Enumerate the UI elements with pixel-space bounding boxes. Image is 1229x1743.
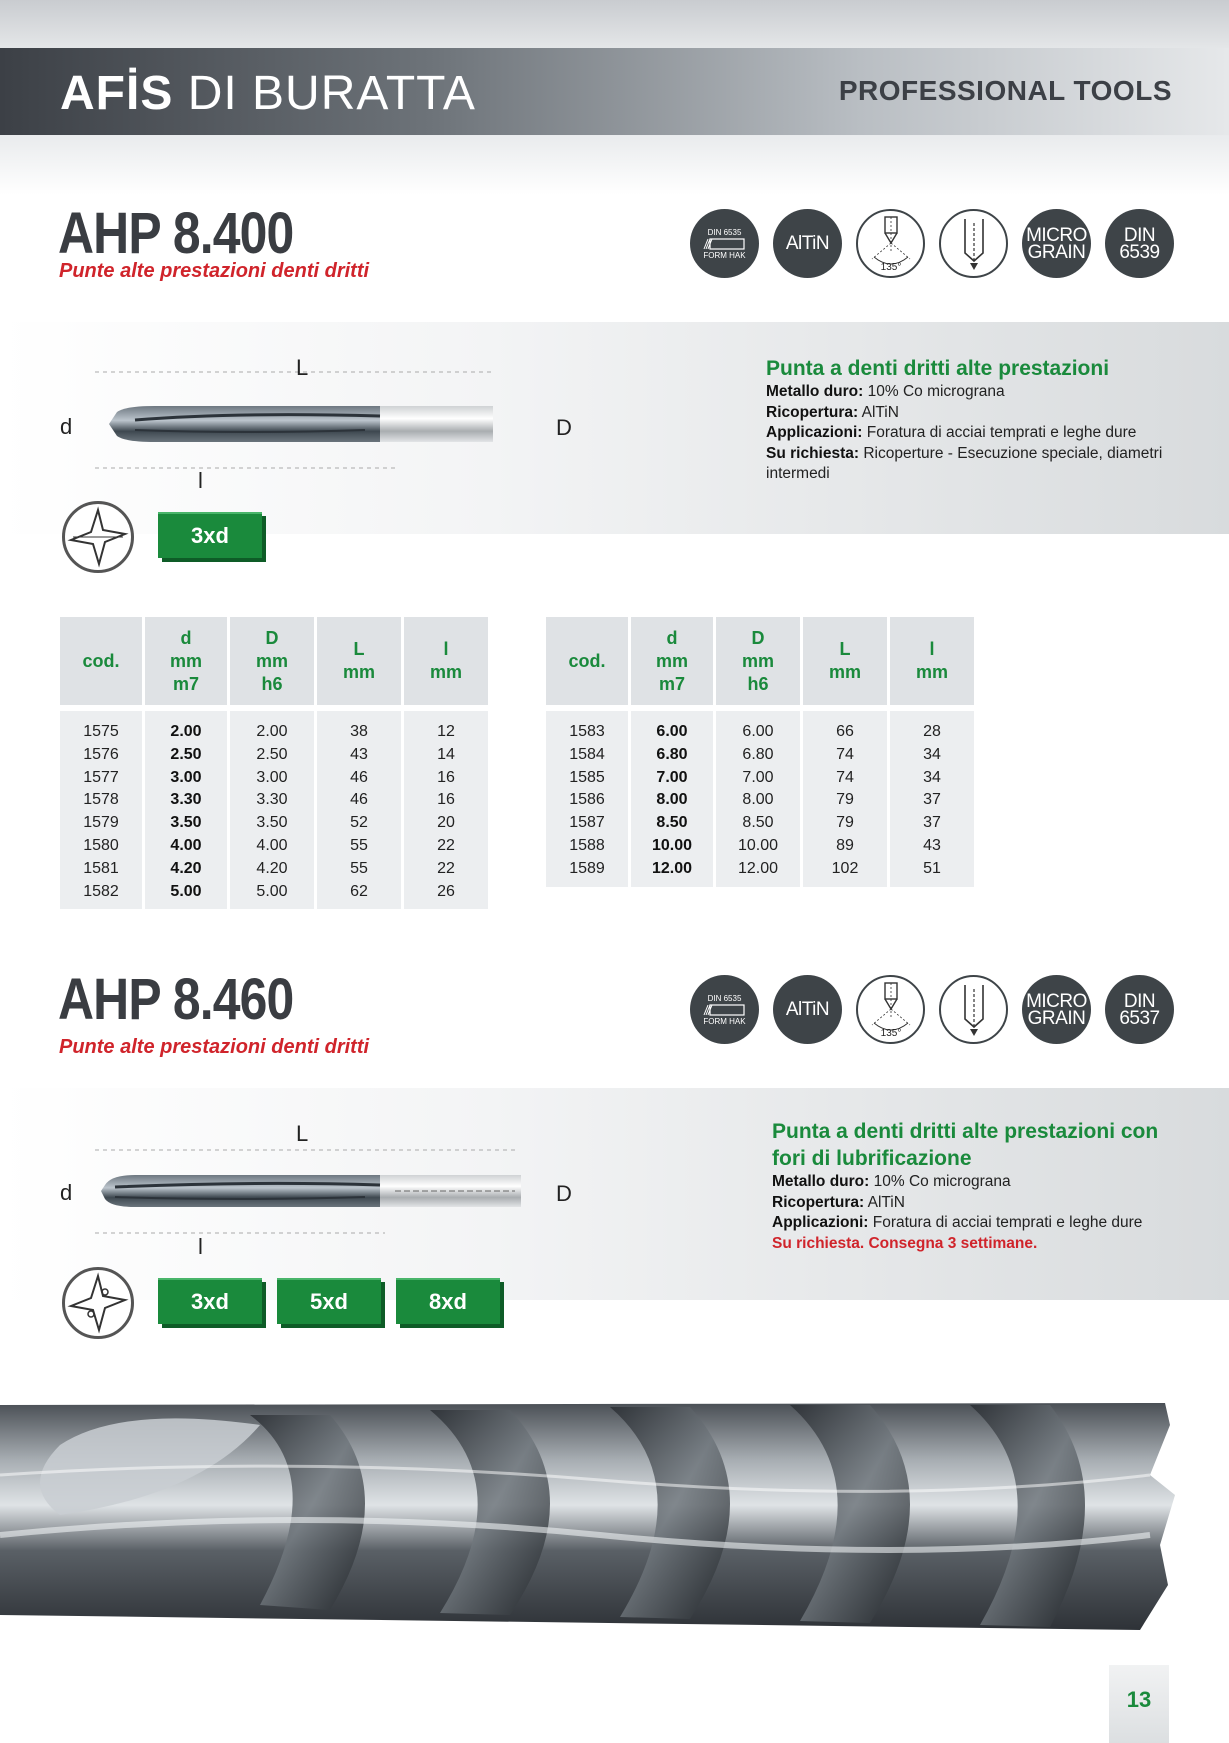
icon-label: AlTiN <box>785 233 830 254</box>
table-cell: 16 <box>437 791 455 809</box>
table-cell: 46 <box>350 768 368 786</box>
table-cell: 55 <box>350 836 368 854</box>
column-header <box>631 617 713 705</box>
icon-label: DIN <box>1123 990 1156 1012</box>
table-cell: 5.00 <box>256 882 288 900</box>
header-line: d <box>180 627 192 648</box>
table-cell: 1583 <box>569 723 605 740</box>
table-cell: 102 <box>831 859 859 877</box>
table-cell: 1577 <box>83 768 119 786</box>
metal-value: 10% Co micrograna <box>869 1173 1011 1190</box>
header-line: mm <box>255 650 288 671</box>
table-cell: 4.00 <box>256 836 288 854</box>
application-value: Foratura di acciai temprati e leghe dure <box>862 424 1137 441</box>
table-cell: 10.00 <box>737 836 779 854</box>
table-cell: 2.00 <box>170 723 202 740</box>
table-cell: 8.00 <box>742 791 774 809</box>
cross-section-icon <box>62 1267 134 1339</box>
table-column-D <box>716 617 800 887</box>
table-body <box>803 711 887 887</box>
logo-text: DI BURATTA <box>187 67 476 120</box>
table-body <box>631 711 713 887</box>
header-fade <box>0 135 1229 195</box>
table-cell: 2.50 <box>170 745 202 763</box>
table-cell: 14 <box>437 745 455 763</box>
table-cell: 74 <box>836 745 854 763</box>
header-line: cod. <box>82 650 120 671</box>
table-cell: 1586 <box>569 791 605 809</box>
angle-icon <box>860 979 922 1041</box>
table-body <box>546 711 628 887</box>
request-label: Su richiesta: <box>766 444 860 462</box>
top-band <box>0 0 1229 48</box>
altin-coating-icon <box>773 975 842 1044</box>
dim-d-label: d <box>60 1180 73 1205</box>
table-cell: 20 <box>437 814 455 832</box>
application-value: Foratura di acciai temprati e leghe dure <box>868 1214 1143 1231</box>
dim-D-label: D <box>556 415 572 440</box>
table-cell: 8.00 <box>656 791 688 809</box>
din-standard-icon <box>1105 209 1174 278</box>
icon-label: DIN 6535 <box>707 993 742 1003</box>
coating-line <box>766 403 1166 424</box>
table-cell: 37 <box>923 791 941 809</box>
table-cell: 8.50 <box>742 814 774 832</box>
metal-line <box>766 382 1166 403</box>
header-line: mm <box>655 650 688 671</box>
table-cell: 43 <box>923 836 941 854</box>
header-bar <box>0 48 1229 135</box>
request-value: Ricoperture - Esecuzione speciale, diametri intermedi <box>766 444 1163 482</box>
product-subtitle: Punte alte prestazioni denti dritti <box>59 260 370 282</box>
header-tagline: PROFESSIONAL TOOLS <box>838 75 1172 106</box>
table-cell: 3.30 <box>256 791 288 809</box>
header-line: D <box>751 627 765 648</box>
icon-label: FORM HAK <box>703 1016 746 1026</box>
table-cell: 52 <box>350 814 368 832</box>
header-line: mm <box>828 662 861 682</box>
application-line <box>766 423 1166 444</box>
product-description <box>766 355 1166 485</box>
table-column-cod <box>60 617 142 909</box>
icon-label: AlTiN <box>785 999 830 1020</box>
header-line: D <box>265 627 279 648</box>
product-description <box>772 1118 1172 1254</box>
icon-label: 6539 <box>1119 241 1160 263</box>
product-subtitle: Punte alte prestazioni denti dritti <box>59 1036 370 1058</box>
column-header <box>317 617 401 705</box>
length-ratio-badge: 3xd <box>158 512 262 558</box>
table-cell: 1584 <box>569 745 605 763</box>
header-line: mm <box>915 662 948 682</box>
micro-grain-icon <box>1022 209 1091 278</box>
dim-l-label: l <box>198 468 203 493</box>
table-cell: 4.20 <box>170 859 202 877</box>
column-header <box>803 617 887 705</box>
through-hole-drill-icon <box>939 975 1008 1044</box>
table-cell: 34 <box>923 768 941 786</box>
point-angle-135-icon <box>856 975 925 1044</box>
table-cell: 6.80 <box>742 745 774 763</box>
dim-L-label: L <box>296 355 309 380</box>
table-body <box>890 711 974 887</box>
table-cell: 74 <box>836 768 854 786</box>
table-column-l <box>890 617 974 887</box>
size-table-1 <box>60 617 488 909</box>
table-cell: 1587 <box>569 814 605 832</box>
table-cell: 79 <box>836 814 854 832</box>
coating-label: Ricopertura: <box>766 403 859 421</box>
din-standard-icon <box>1105 975 1174 1044</box>
header-line: h6 <box>261 673 283 694</box>
metal-label: Metallo duro: <box>766 383 864 400</box>
header-line: l <box>443 639 449 659</box>
through-hole-drill-icon <box>939 209 1008 278</box>
coating-value: AlTiN <box>858 403 899 421</box>
metal-value: 10% Co micrograna <box>863 383 1005 400</box>
table-cell: 79 <box>836 791 854 809</box>
table-cell: 3.00 <box>170 768 202 786</box>
dim-D-label: D <box>556 1181 572 1206</box>
table-cell: 8.50 <box>656 814 688 832</box>
table-cell: 12.00 <box>651 859 693 877</box>
application-label: Applicazioni: <box>772 1214 869 1231</box>
table-column-d <box>631 617 713 887</box>
table-cell: 34 <box>923 745 941 763</box>
page-number: 13 <box>1109 1665 1169 1743</box>
table-cell: 43 <box>350 745 368 763</box>
table-body <box>60 711 142 909</box>
shank-icon <box>702 237 748 251</box>
icon-label: GRAIN <box>1027 241 1086 263</box>
table-cell: 62 <box>350 882 368 900</box>
table-cell: 2.00 <box>256 723 288 740</box>
header-line: d <box>666 627 678 648</box>
table-cell: 1576 <box>83 745 119 763</box>
table-cell: 89 <box>836 836 854 854</box>
table-cell: 1588 <box>569 836 605 854</box>
table-cell: 3.50 <box>170 814 202 832</box>
table-cell: 1589 <box>569 859 605 877</box>
size-table-2 <box>546 617 974 887</box>
coating-label: Ricopertura: <box>772 1193 865 1211</box>
dim-d-label: d <box>60 414 73 439</box>
column-header <box>890 617 974 705</box>
table-cell: 3.50 <box>256 814 288 832</box>
table-cell: 6.00 <box>656 723 688 740</box>
cross-section-shape <box>65 504 131 570</box>
table-column-cod <box>546 617 628 887</box>
request-line <box>766 444 1166 485</box>
icon-label: FORM HAK <box>703 250 746 260</box>
header-line: mm <box>429 662 462 682</box>
header-line: m7 <box>658 673 685 694</box>
header-line: cod. <box>568 650 606 671</box>
icon-label: GRAIN <box>1027 1007 1086 1029</box>
drill-icon <box>943 979 1005 1041</box>
table-cell: 1580 <box>83 836 119 854</box>
drill-drawing <box>95 330 505 480</box>
metal-line <box>772 1172 1172 1193</box>
header-line: mm <box>741 650 774 671</box>
table-cell: 66 <box>836 723 854 740</box>
icon-label: 6537 <box>1119 1007 1160 1029</box>
length-ratio-badge: 5xd <box>277 1278 381 1324</box>
table-body <box>145 711 227 909</box>
table-body <box>230 711 314 909</box>
header-line: mm <box>169 650 202 671</box>
table-cell: 1575 <box>83 723 119 740</box>
point-angle-135-icon <box>856 209 925 278</box>
drill-icon <box>943 213 1005 275</box>
product-title: AHP 8.460 <box>58 967 294 1032</box>
table-body <box>317 711 401 909</box>
table-cell: 6.00 <box>742 723 774 740</box>
column-header <box>716 617 800 705</box>
table-cell: 51 <box>923 859 941 877</box>
header-line: L <box>839 639 851 659</box>
angle-label: 135° <box>880 261 901 273</box>
table-cell: 7.00 <box>656 768 688 786</box>
angle-icon <box>860 213 922 275</box>
column-header <box>145 617 227 705</box>
logo-bold-text: AFİS <box>60 67 174 120</box>
angle-label: 135° <box>880 1027 901 1039</box>
header-line: L <box>353 639 365 659</box>
table-cell: 38 <box>350 723 368 740</box>
column-header <box>404 617 488 705</box>
table-cell: 28 <box>923 723 941 740</box>
table-cell: 16 <box>437 768 455 786</box>
metal-label: Metallo duro: <box>772 1173 870 1190</box>
table-cell: 10.00 <box>651 836 693 854</box>
table-cell: 22 <box>437 859 455 877</box>
description-title: Punta a denti dritti alte prestazioni con <box>772 1120 1159 1143</box>
icon-label: DIN 6535 <box>707 227 742 237</box>
micro-grain-icon <box>1022 975 1091 1044</box>
icon-label: MICRO <box>1026 224 1087 246</box>
application-label: Applicazioni: <box>766 424 863 441</box>
table-cell: 26 <box>437 882 455 900</box>
table-cell: 1579 <box>83 814 119 832</box>
table-cell: 1578 <box>83 791 119 809</box>
din6535-form-hak-icon <box>690 975 759 1044</box>
drill-photo <box>0 1385 1229 1645</box>
drill-drawing <box>95 1095 525 1245</box>
table-column-L <box>317 617 401 909</box>
cross-section-icon <box>62 501 134 573</box>
description-title: fori di lubrificazione <box>772 1147 972 1170</box>
icon-label: DIN <box>1123 224 1156 246</box>
table-cell: 1581 <box>83 859 119 877</box>
table-cell: 2.50 <box>256 745 288 763</box>
table-cell: 1582 <box>83 882 119 900</box>
column-header <box>60 617 142 705</box>
header-line: h6 <box>747 673 769 694</box>
feature-icons <box>690 975 1174 1044</box>
length-ratio-badge: 3xd <box>158 1278 262 1324</box>
table-cell: 12.00 <box>737 859 779 877</box>
delivery-note: Su richiesta. Consegna 3 settimane. <box>772 1234 1038 1252</box>
table-cell: 5.00 <box>170 882 202 900</box>
table-cell: 22 <box>437 836 455 854</box>
application-line <box>772 1213 1172 1234</box>
brand-logo <box>60 66 476 121</box>
table-cell: 46 <box>350 791 368 809</box>
table-column-D <box>230 617 314 909</box>
table-column-l <box>404 617 488 909</box>
header-line: m7 <box>172 673 199 694</box>
shank-icon <box>702 1003 748 1017</box>
description-title: Punta a denti dritti alte prestazioni <box>766 357 1110 380</box>
table-cell: 37 <box>923 814 941 832</box>
cross-section-shape <box>65 1270 131 1336</box>
product-title: AHP 8.400 <box>58 201 294 266</box>
header-line: mm <box>342 662 375 682</box>
coating-value: AlTiN <box>864 1193 905 1211</box>
table-cell: 55 <box>350 859 368 877</box>
coating-line <box>772 1193 1172 1214</box>
table-column-d <box>145 617 227 909</box>
table-cell: 3.00 <box>256 768 288 786</box>
column-header <box>546 617 628 705</box>
table-cell: 7.00 <box>742 768 774 786</box>
table-cell: 4.20 <box>256 859 288 877</box>
dim-l-label: l <box>198 1234 203 1259</box>
table-cell: 12 <box>437 723 455 740</box>
table-cell: 1585 <box>569 768 605 786</box>
feature-icons <box>690 209 1174 278</box>
icon-label: MICRO <box>1026 990 1087 1012</box>
column-header <box>230 617 314 705</box>
table-body <box>716 711 800 887</box>
table-cell: 6.80 <box>656 745 688 763</box>
dim-L-label: L <box>296 1121 309 1146</box>
table-cell: 4.00 <box>170 836 202 854</box>
length-ratio-badge: 8xd <box>396 1278 500 1324</box>
din6535-form-hak-icon <box>690 209 759 278</box>
table-body <box>404 711 488 909</box>
header-line: l <box>929 639 935 659</box>
table-column-L <box>803 617 887 887</box>
table-cell: 3.30 <box>170 791 202 809</box>
altin-coating-icon <box>773 209 842 278</box>
